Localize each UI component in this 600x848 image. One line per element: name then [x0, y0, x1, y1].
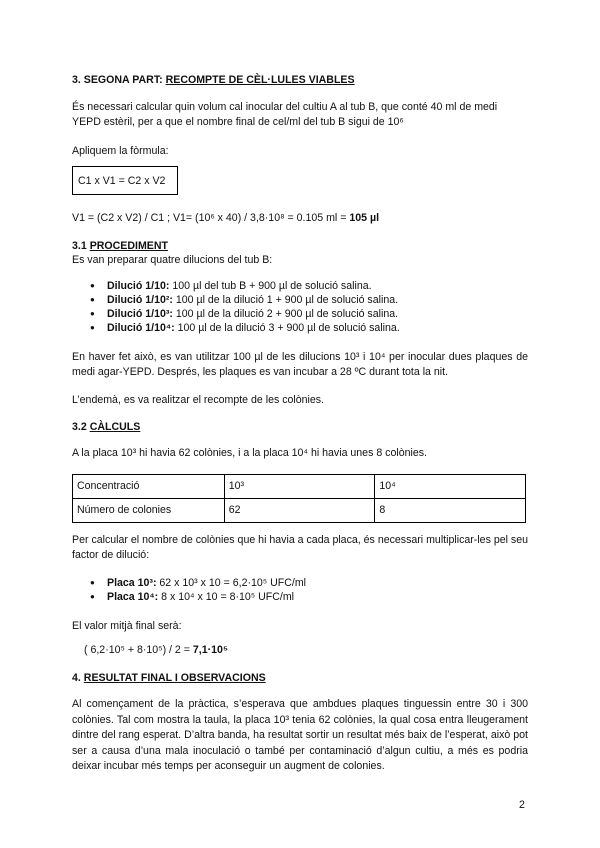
dilution-text: 100 µl de la dilució 3 + 900 µl de solució salina. [174, 322, 400, 334]
dilution-label: Dilució 1/10³: [107, 308, 173, 320]
table-cell: 8 [375, 499, 526, 523]
list-item [72, 307, 400, 321]
list-item [72, 321, 400, 335]
table-cell: 62 [224, 499, 375, 523]
table-cell: Número de colonies [73, 499, 225, 523]
section-4-paragraph: Al començament de la pràctica, s’esperava que ambdues plaques tinguessin entre 30 i 300 colònies. Tal com mostra la taula, la placa 10³ tenia 62 colònies, la qual cosa entra lleugerament dintre del rang esperat. D’altra banda, ha resultat sortir un resultat més baix de l’esperat, això pot ser a causa d’una mala inoculació o també per contaminació d’algun cultiu, a més es podria deixar incubar més temps per aconseguir un augment de colonies. [72, 698, 528, 772]
list-item [72, 590, 306, 604]
list-item [72, 576, 306, 590]
mean-result: 7,1·10⁵ [192, 644, 228, 656]
dilution-text: 100 µl del tub B + 900 µl de solució salina. [169, 280, 372, 292]
calculations-paragraph: Per calcular el nombre de colònies que hi havia a cada placa, és necessari multiplicar-les pel seu factor de dilució: [72, 534, 528, 561]
procedure-heading-num: 3.1 [72, 240, 87, 252]
section-3-heading [72, 74, 355, 87]
procedure-intro: Es van preparar quatre dilucions del tub B: [72, 254, 273, 266]
calculations-heading-num: 3.2 [72, 421, 87, 433]
calculations-heading [72, 421, 140, 434]
calc-expression: V1 = (C2 x V2) / C1 ; V1= (10⁶ x 40) / 3,8·10⁸ = 0.105 ml = [72, 212, 350, 224]
dilution-label: Dilució 1/10⁴: [107, 322, 175, 334]
dilution-label: Dilució 1/10²: [107, 294, 173, 306]
mean-expression: ( 6,2·10⁵ + 8·10⁵) / 2 = [84, 644, 193, 656]
mean-intro: El valor mitjà final serà: [72, 620, 182, 632]
procedure-heading-title: PROCEDIMENT [89, 240, 168, 252]
procedure-heading [72, 240, 168, 253]
plate-label: Placa 10⁴: [107, 591, 159, 603]
table-row [73, 499, 526, 523]
plate-label: Placa 10³: [107, 577, 157, 589]
section-4-prefix: 4. [72, 672, 81, 684]
dilution-text: 100 µl de la dilució 1 + 900 µl de solució salina. [172, 294, 399, 306]
table-cell: Concentració [73, 475, 225, 499]
plate-list [72, 576, 306, 604]
intro-line-2: YEPD estèril, per a que el nombre final de cel/ml del tub B sigui de 10⁶ [72, 116, 404, 128]
formula-box [72, 166, 178, 195]
table-cell: 10⁴ [375, 475, 526, 499]
page-number: 2 [519, 799, 525, 811]
mean-formula [84, 644, 228, 657]
procedure-paragraph-2: L’endemà, es va realitzar el recompte de les colònies. [72, 394, 325, 406]
colony-table [72, 474, 526, 523]
calc-line [72, 212, 379, 225]
calculations-intro: A la placa 10³ hi havia 62 colònies, i a la placa 10⁴ hi havia unes 8 colònies. [72, 447, 427, 459]
dilution-label: Dilució 1/10: [107, 280, 170, 292]
table-row [73, 475, 526, 499]
calc-result: 105 µl [349, 212, 380, 224]
section-4-title: RESULTAT FINAL I OBSERVACIONS [83, 672, 266, 684]
calculations-heading-title: CÀLCULS [89, 421, 141, 433]
intro-line-1: És necessari calcular quin volum cal inocular del cultiu A al tub B, que conté 40 ml de medi [72, 101, 498, 113]
section-3-prefix: 3. SEGONA PART: [72, 74, 163, 86]
section-4-heading [72, 672, 266, 685]
plate-text: 8 x 10⁴ x 10 = 8·10⁵ UFC/ml [158, 591, 295, 603]
dilution-list [72, 279, 400, 335]
plate-text: 62 x 10³ x 10 = 6,2·10⁵ UFC/ml [156, 577, 306, 589]
list-item [72, 293, 400, 307]
table-cell: 10³ [224, 475, 375, 499]
formula-text: C1 x V1 = C2 x V2 [78, 175, 166, 187]
list-item [72, 279, 400, 293]
dilution-text: 100 µl de la dilució 2 + 900 µl de solució salina. [172, 308, 399, 320]
apply-formula-text: Apliquem la fòrmula: [72, 145, 169, 157]
section-3-title: RECOMPTE DE CÈL·LULES VIABLES [165, 74, 355, 86]
procedure-paragraph: En haver fet això, es van utilitzar 100 µl de les dilucions 10³ i 10⁴ per inocular dues plaques de medi agar-YEPD. Després, les plaques es van incubar a 28 ºC durant tota la nit. [72, 351, 528, 378]
